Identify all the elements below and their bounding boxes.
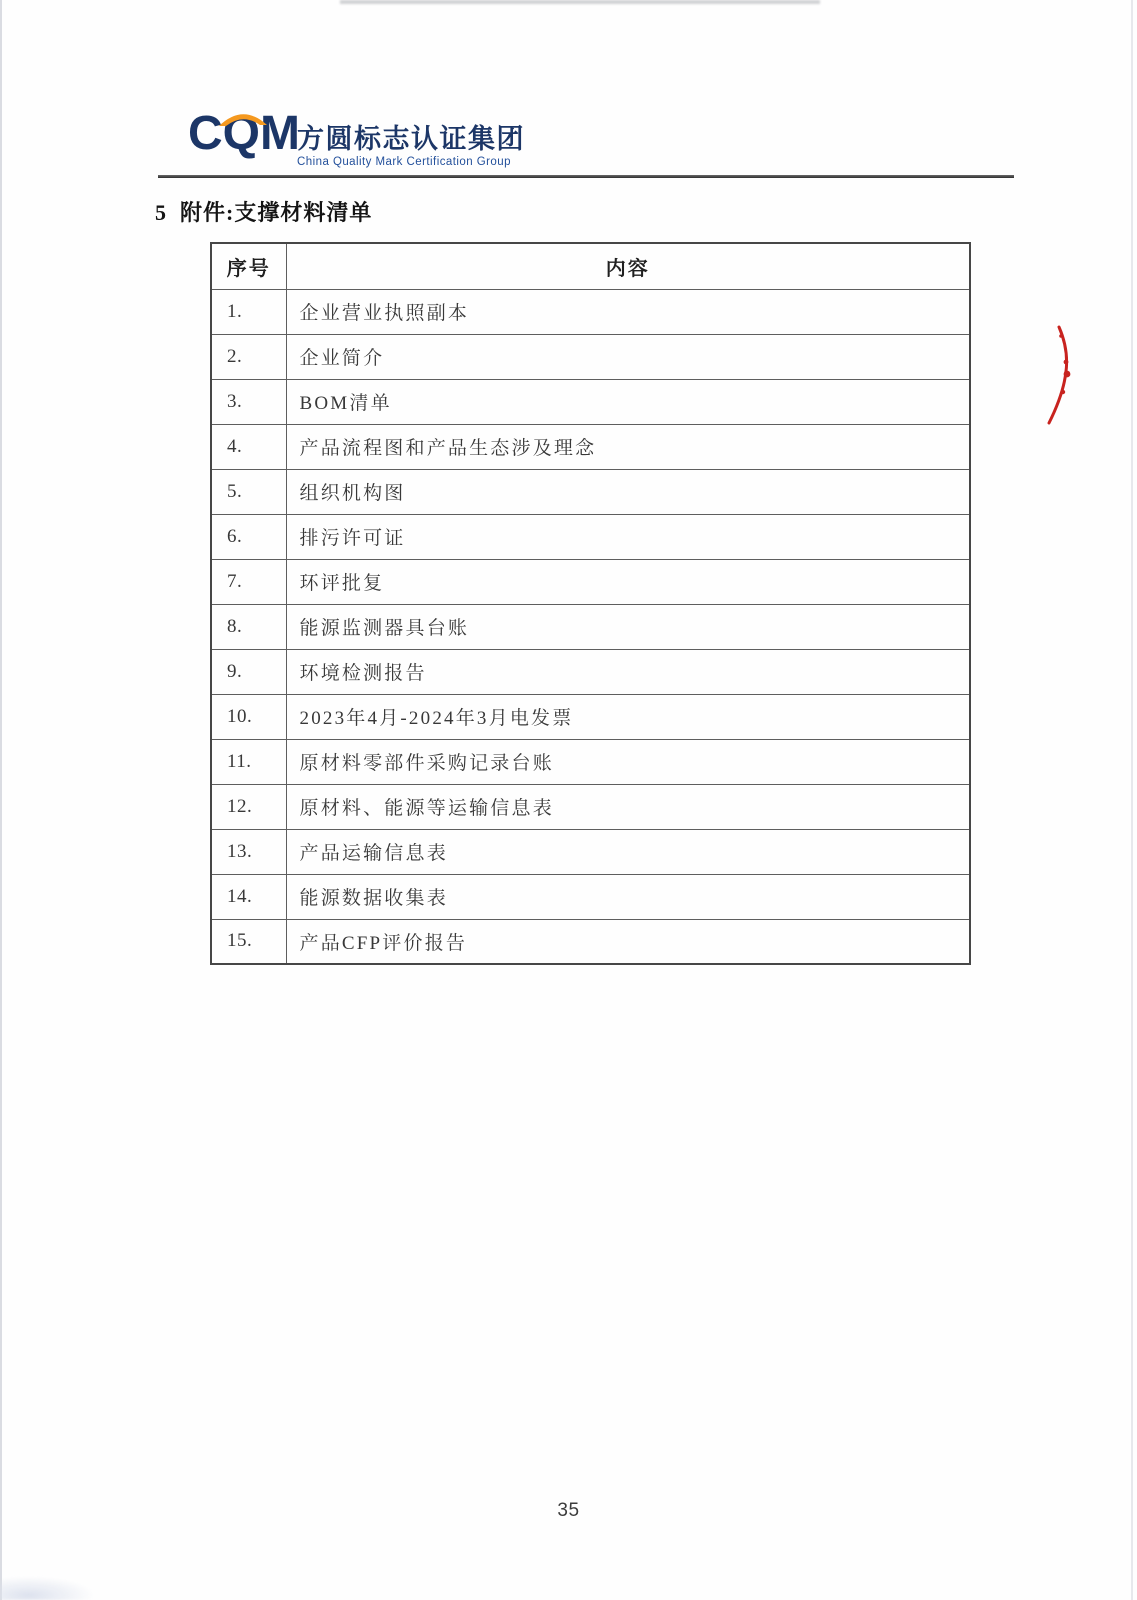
row-number-cell: 12. — [211, 784, 286, 829]
row-content-cell: BOM清单 — [286, 379, 970, 424]
table-row — [211, 334, 970, 379]
table-row — [211, 559, 970, 604]
scan-top-smudge — [340, 0, 820, 4]
row-number-cell: 6. — [211, 514, 286, 559]
logo-name-cn: 方圆标志认证集团 — [297, 124, 525, 154]
table-row — [211, 739, 970, 784]
scan-right-edge — [1131, 0, 1133, 1600]
table-row — [211, 469, 970, 514]
logo-acronym: CQM — [188, 107, 300, 160]
section-title — [155, 196, 372, 227]
table-row — [211, 649, 970, 694]
row-number-cell: 2. — [211, 334, 286, 379]
section-title-text: 附件:支撑材料清单 — [180, 200, 373, 225]
table-row — [211, 604, 970, 649]
row-number-cell: 4. — [211, 424, 286, 469]
cqm-logo — [188, 108, 300, 160]
table-row — [211, 289, 970, 334]
row-number-cell: 14. — [211, 874, 286, 919]
section-number: 5 — [155, 200, 166, 225]
row-content-cell: 排污许可证 — [286, 514, 970, 559]
table-row — [211, 829, 970, 874]
row-content-cell: 环境检测报告 — [286, 649, 970, 694]
row-number-cell: 11. — [211, 739, 286, 784]
table-row — [211, 694, 970, 739]
table-row — [211, 379, 970, 424]
row-content-cell: 原材料零部件采购记录台账 — [286, 739, 970, 784]
column-header-no: 序号 — [211, 243, 286, 289]
supporting-materials-table — [210, 242, 971, 965]
header-rule — [158, 175, 1014, 178]
table-row — [211, 424, 970, 469]
row-content-cell: 能源数据收集表 — [286, 874, 970, 919]
row-content-cell: 原材料、能源等运输信息表 — [286, 784, 970, 829]
row-number-cell: 5. — [211, 469, 286, 514]
table-row — [211, 514, 970, 559]
red-pen-arc-mark — [1040, 324, 1076, 426]
row-number-cell: 1. — [211, 289, 286, 334]
logo-name-en: China Quality Mark Certification Group — [297, 156, 511, 168]
row-number-cell: 13. — [211, 829, 286, 874]
materials-table-body — [211, 289, 970, 964]
row-number-cell: 8. — [211, 604, 286, 649]
row-content-cell: 组织机构图 — [286, 469, 970, 514]
row-content-cell: 能源监测器具台账 — [286, 604, 970, 649]
page-number: 35 — [557, 1500, 580, 1521]
row-content-cell: 产品流程图和产品生态涉及理念 — [286, 424, 970, 469]
table-row — [211, 784, 970, 829]
table-header-row — [211, 243, 970, 289]
row-content-cell: 2023年4月-2024年3月电发票 — [286, 694, 970, 739]
row-content-cell: 环评批复 — [286, 559, 970, 604]
logo-orange-arc-icon — [218, 110, 268, 128]
row-number-cell: 9. — [211, 649, 286, 694]
row-number-cell: 3. — [211, 379, 286, 424]
table-row — [211, 874, 970, 919]
row-number-cell: 7. — [211, 559, 286, 604]
row-number-cell: 15. — [211, 919, 286, 964]
row-content-cell: 企业简介 — [286, 334, 970, 379]
table-row — [211, 919, 970, 964]
scan-corner-smudge — [0, 1576, 95, 1600]
row-number-cell: 10. — [211, 694, 286, 739]
logo-names — [297, 124, 525, 168]
row-content-cell: 产品CFP评价报告 — [286, 919, 970, 964]
row-content-cell: 企业营业执照副本 — [286, 289, 970, 334]
column-header-content: 内容 — [286, 243, 970, 289]
row-content-cell: 产品运输信息表 — [286, 829, 970, 874]
scan-left-edge — [0, 0, 2, 1600]
